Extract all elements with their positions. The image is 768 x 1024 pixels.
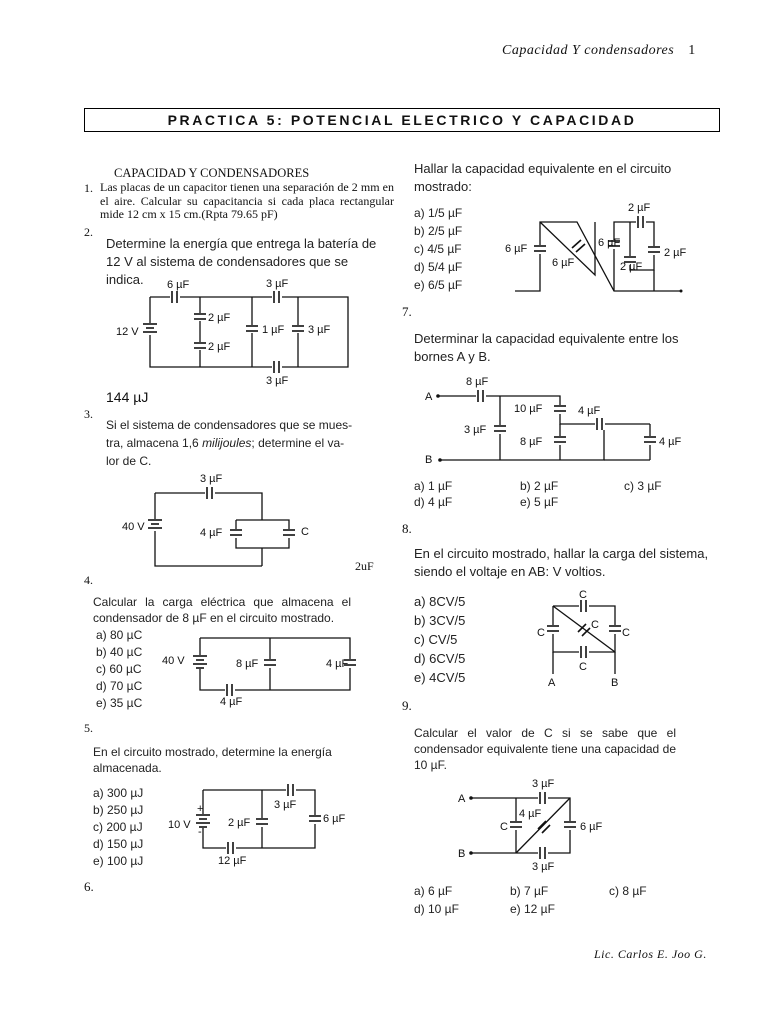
q7-number: 7. — [402, 304, 412, 319]
q8-option-c: c) CV/5 — [414, 632, 458, 647]
q5-option-e: e) 100 µJ — [93, 854, 144, 868]
q5-label-12uF: 12 µF — [218, 855, 247, 867]
q7-option-b: b) 2 µF — [520, 479, 559, 493]
q3-label-C: C — [301, 526, 309, 538]
q6-option-c: c) 4/5 µF — [414, 242, 462, 256]
q5-label-plus: + — [197, 803, 204, 815]
q5-option-a: a) 300 µJ — [93, 786, 144, 800]
q2-number: 2. — [84, 225, 93, 239]
q3-text-line2: tra, almacena 1,6 milijoules; determine el va- — [106, 436, 345, 450]
q4-label-4uF-bottom: 4 µF — [220, 696, 243, 708]
q4-option-c: c) 60 µC — [96, 662, 142, 676]
q4-option-a: a) 80 µC — [96, 628, 143, 642]
q6-label-6uF-diag: 6 µF — [552, 257, 575, 269]
q2-label-2uF-a: 2 µF — [208, 312, 231, 324]
q9-number: 9. — [402, 698, 412, 713]
q4-label-8uF: 8 µF — [236, 658, 259, 670]
q9-option-e: e) 12 µF — [510, 902, 555, 916]
q6-option-e: e) 6/5 µF — [414, 278, 463, 292]
q6-number: 6. — [84, 879, 94, 894]
q7-label-3uF: 3 µF — [464, 424, 487, 436]
q8-option-e: e) 4CV/5 — [414, 670, 466, 685]
q7-option-d: d) 4 µF — [414, 495, 453, 509]
section-heading: CAPACIDAD Y CONDENSADORES — [114, 166, 310, 180]
q5-label-2uF: 2 µF — [228, 817, 251, 829]
q8-label-C-bottom: C — [579, 661, 587, 673]
q2-label-3uF-right: 3 µF — [308, 324, 331, 336]
q5-label-3uF: 3 µF — [274, 799, 297, 811]
q6-option-b: b) 2/5 µF — [414, 224, 463, 238]
q3-text-line1: Si el sistema de condensadores que se mues- — [106, 418, 353, 432]
q4-number: 4. — [84, 573, 93, 587]
q7-option-a: a) 1 µF — [414, 479, 453, 493]
q7-text: Determinar la capacidad equivalente entre los bornes A y B. — [414, 331, 679, 364]
page-number: 1 — [688, 43, 696, 58]
q2-answer: 144 µJ — [106, 389, 149, 405]
q5-label-battery: 10 V — [168, 819, 191, 831]
q2-label-6uF: 6 µF — [167, 279, 190, 291]
q3-number: 3. — [84, 407, 93, 421]
q3-text-line3: lor de C. — [106, 454, 152, 468]
q8-text: En el circuito mostrado, hallar la carga del sistema, siendo el voltaje en AB: V voltios. — [414, 546, 709, 579]
q8-label-C-left: C — [537, 627, 545, 639]
q4-label-4uF-right: 4 µF — [326, 658, 349, 670]
q8-label-C-right: C — [622, 627, 630, 639]
q4-option-b: b) 40 µC — [96, 645, 143, 659]
q5-option-c: c) 200 µJ — [93, 820, 143, 834]
q9-option-a: a) 6 µF — [414, 884, 453, 898]
q5-label-6uF: 6 µF — [323, 813, 346, 825]
q2-text: Determine la energía que entrega la batería de 12 V al sistema de condensadores que se indica. — [106, 236, 377, 287]
q9-label-3uF-top: 3 µF — [532, 778, 555, 790]
q9-label-C: C — [500, 821, 508, 833]
q6-label-2uF-mid: 2 µF — [620, 261, 643, 273]
q1-number: 1. — [84, 181, 93, 195]
q8-option-b: b) 3CV/5 — [414, 613, 466, 628]
footer-author: Lic. Carlos E. Joo G. — [594, 947, 707, 961]
q9-label-6uF: 6 µF — [580, 821, 603, 833]
q8-label-C-top: C — [579, 589, 587, 601]
q2-label-3uF-bottom: 3 µF — [266, 375, 289, 387]
q6-label-6uF-left: 6 µF — [505, 243, 528, 255]
q9-option-c: c) 8 µF — [609, 884, 647, 898]
page-title: PRACTICA 5: POTENCIAL ELECTRICO Y CAPACIDAD — [84, 108, 720, 132]
q7-label-10uF: 10 µF — [514, 403, 543, 415]
q9-label-A: A — [458, 793, 466, 805]
q9-label-4uF: 4 µF — [519, 808, 542, 820]
q7-option-c: c) 3 µF — [624, 479, 662, 493]
q1-text: Las placas de un capacitor tienen una separación de 2 mm en el aire. Calcular su capacitancia si cada placa rectangular mide 12 cm x 15 cm.(Rpta 79.65 pF) — [100, 180, 394, 221]
q9-text: Calcular el valor de C si se sabe que el condensador equivalente tiene una capacidad de 10 µF. — [414, 726, 676, 772]
q3-answer: 2uF — [355, 559, 374, 573]
q9-label-3uF-bottom: 3 µF — [532, 861, 555, 873]
q4-option-e: e) 35 µC — [96, 696, 143, 710]
q6-option-a: a) 1/5 µF — [414, 206, 463, 220]
q6-label-2uF-top: 2 µF — [628, 202, 651, 214]
q7-label-4uF-right: 4 µF — [659, 436, 682, 448]
q8-option-d: d) 6CV/5 — [414, 651, 466, 666]
q7-label-8uF-top: 8 µF — [466, 376, 489, 388]
q4-option-d: d) 70 µC — [96, 679, 143, 693]
q5-label-minus: - — [198, 826, 202, 838]
q8-number: 8. — [402, 521, 412, 536]
q4-text: Calcular la carga eléctrica que almacena el condensador de 8 µF en el circuito mostrado. — [93, 595, 351, 625]
q8-label-C-diag: C — [591, 619, 599, 631]
q2-label-1uF: 1 µF — [262, 324, 285, 336]
q3-label-battery: 40 V — [122, 521, 145, 533]
q6-option-d: d) 5/4 µF — [414, 260, 463, 274]
q2-label-battery: 12 V — [116, 326, 139, 338]
q8-label-A: A — [548, 677, 556, 689]
q9-option-d: d) 10 µF — [414, 902, 459, 916]
q5-text: En el circuito mostrado, determine la energía almacenada. — [93, 745, 332, 775]
q7-option-e: e) 5 µF — [520, 495, 559, 509]
q2-label-3uF-top: 3 µF — [266, 278, 289, 290]
q7-label-A: A — [425, 391, 433, 403]
q3-label-4uF: 4 µF — [200, 527, 223, 539]
q6-label-6uF-mid: 6 µF — [598, 237, 621, 249]
q7-label-4uF-top: 4 µF — [578, 405, 601, 417]
running-title: Capacidad Y condensadores — [502, 43, 675, 58]
q8-option-a: a) 8CV/5 — [414, 594, 466, 609]
q8-label-B: B — [611, 677, 619, 689]
q5-number: 5. — [84, 721, 93, 735]
q6-label-2uF-right: 2 µF — [664, 247, 687, 259]
q4-label-battery: 40 V — [162, 655, 185, 667]
q5-option-b: b) 250 µJ — [93, 803, 144, 817]
q7-label-8uF: 8 µF — [520, 436, 543, 448]
q3-label-3uF: 3 µF — [200, 473, 223, 485]
q7-label-B: B — [425, 454, 433, 466]
q2-label-2uF-b: 2 µF — [208, 341, 231, 353]
q9-label-B: B — [458, 848, 466, 860]
q9-option-b: b) 7 µF — [510, 884, 549, 898]
q5-option-d: d) 150 µJ — [93, 837, 144, 851]
q6-text: Hallar la capacidad equivalente en el circuito mostrado: — [414, 161, 672, 194]
